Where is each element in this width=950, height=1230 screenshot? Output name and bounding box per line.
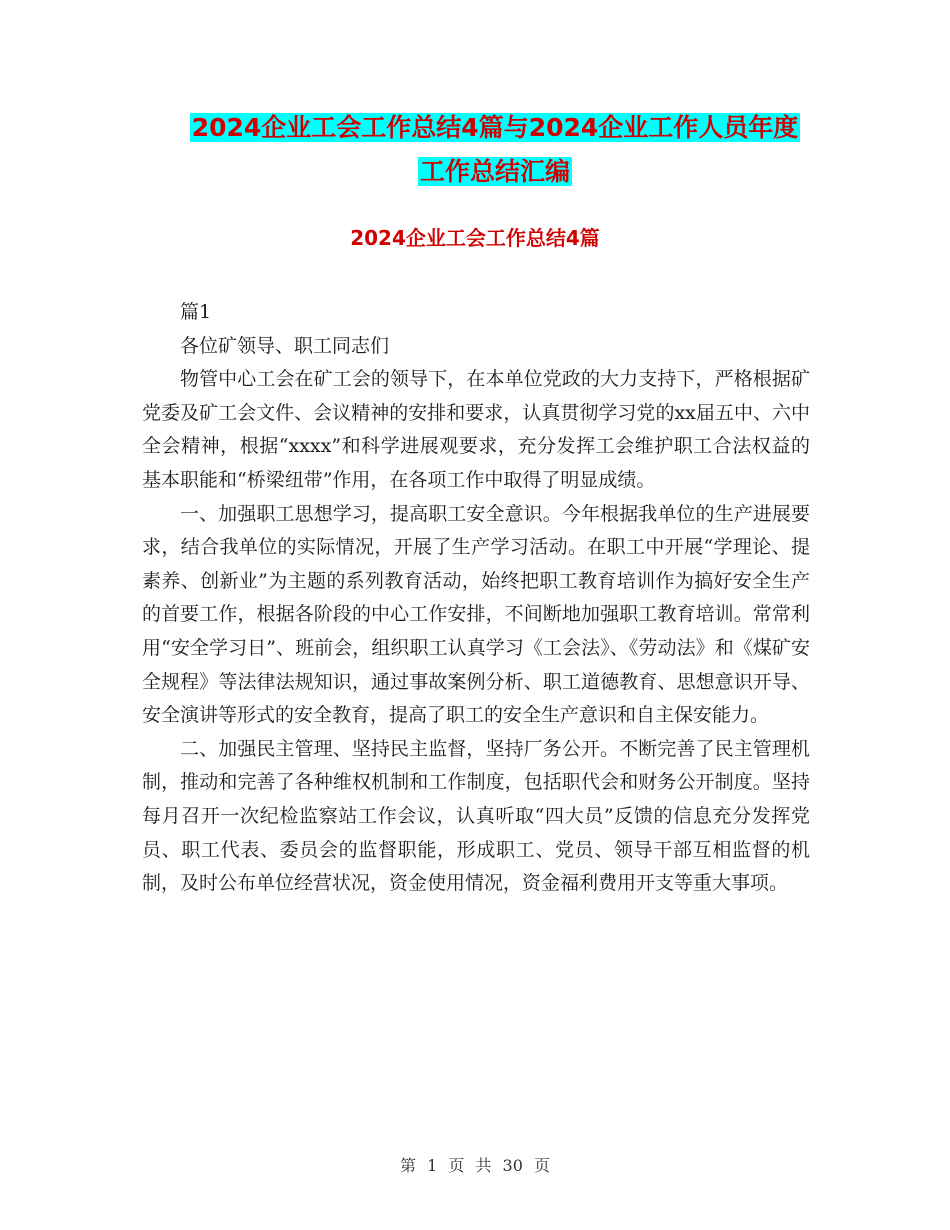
document-body bbox=[142, 296, 810, 901]
title-line-1: 2024企业工会工作总结4篇与2024企业工作人员年度 bbox=[191, 113, 799, 142]
paragraph-intro: 物管中心工会在矿工会的领导下，在本单位党政的大力支持下，严格根据矿党委及矿工会文件、会议精神的安排和要求，认真贯彻学习党的xx届五中、六中全会精神，根据“xxxx”和科学进展观要求，充分发挥工会维护职工合法权益的基本职能和“桥梁纽带”作用，在各项工作中取得了明显成绩。 bbox=[142, 368, 810, 491]
chapter-label: 篇1 bbox=[180, 301, 212, 323]
section-title: 2024企业工会工作总结4篇 bbox=[350, 226, 600, 250]
paragraph-section-2: 二、加强民主管理、坚持民主监督，坚持厂务公开。不断完善了民主管理机制，推动和完善了各种维权机制和工作制度，包括职代会和财务公开制度。坚持每月召开一次纪检监察站工作会议，认真听取“四大员”反馈的信息充分发挥党员、职工代表、委员会的监督职能，形成职工、党员、领导干部互相监督的机制，及时公布单位经营状况，资金使用情况，资金福利费用开支等重大事项。 bbox=[142, 737, 810, 895]
title-line-2: 工作总结汇编 bbox=[419, 157, 570, 186]
page-number-footer: 第 1 页 共 30 页 bbox=[400, 1156, 550, 1175]
document-title bbox=[120, 106, 870, 194]
salutation: 各位矿领导、职工同志们 bbox=[180, 334, 390, 357]
paragraph-section-1: 一、加强职工思想学习，提高职工安全意识。今年根据我单位的生产进展要求，结合我单位的实际情况，开展了生产学习活动。在职工中开展“学理论、提素养、创新业”为主题的系列教育活动，始终把职工教育培训作为搞好安全生产的首要工作，根据各阶段的中心工作安排，不间断地加强职工教育培训。常常利用“安全学习日”、班前会，组织职工认真学习《工会法》、《劳动法》和《煤矿安全规程》等法律法规知识，通过事故案例分析、职工道德教育、思想意识开导、安全演讲等形式的安全教育，提高了职工的安全生产意识和自主保安能力。 bbox=[142, 502, 810, 727]
